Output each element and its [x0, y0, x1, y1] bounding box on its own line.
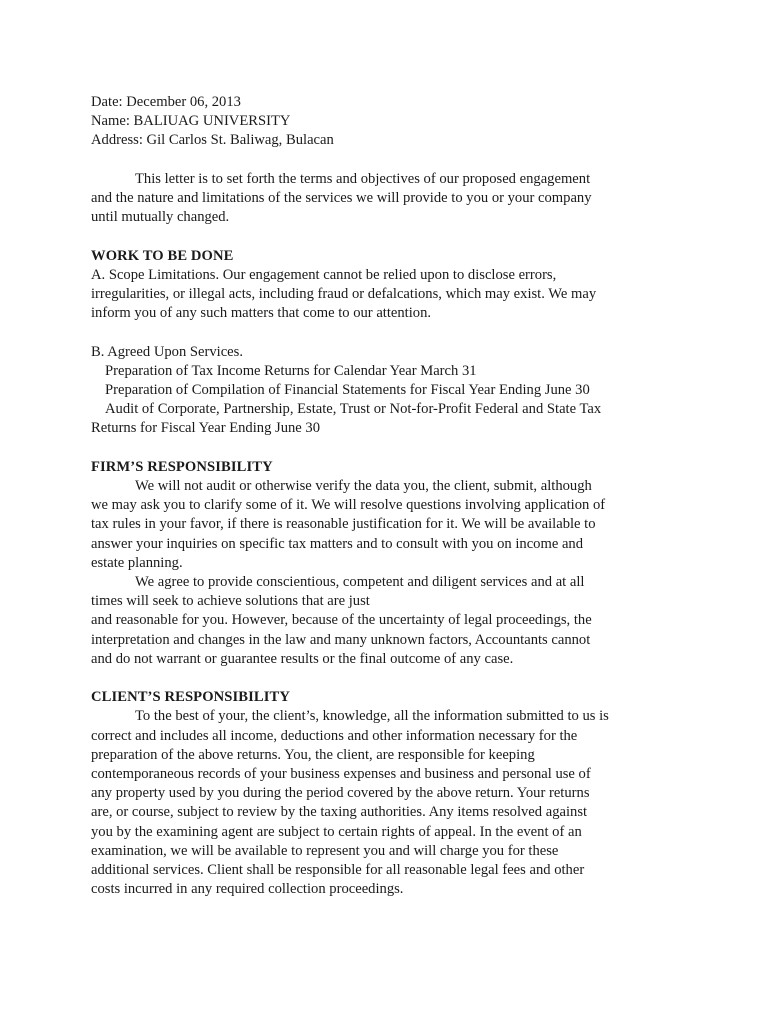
agreed-service-item — [91, 362, 678, 381]
scope-line: inform you of any such matters that come to our attention. — [91, 305, 432, 322]
client-line: preparation of the above returns. You, the client, are responsible for keeping — [91, 746, 535, 763]
agreed-service-text: Preparation of Compilation of Financial Statements for Fiscal Year Ending June 30 — [105, 382, 590, 398]
firm-line: answer your inquiries on specific tax matters and to consult with you on income and — [91, 535, 584, 552]
client-line: are, or course, subject to review by the taxing authorities. Any items resolved against — [91, 804, 588, 821]
client-line: correct and includes all income, deductions and other information necessary for the — [91, 727, 578, 744]
agreed-service-continuation: Returns for Fiscal Year Ending June 30 — [91, 420, 321, 437]
firm-line: and do not warrant or guarantee results or the final outcome of any case. — [91, 650, 514, 667]
agreed-service-item — [91, 381, 678, 400]
firm-line: We agree to provide conscientious, competent and diligent services and at all — [135, 574, 585, 591]
intro-line: until mutually changed. — [91, 209, 230, 226]
firm-line: and reasonable for you. However, because of the uncertainty of legal proceedings, the — [91, 612, 592, 629]
intro-line: This letter is to set forth the terms and objectives of our proposed engagement — [135, 170, 591, 187]
client-heading: CLIENT’S RESPONSIBILITY — [91, 689, 290, 706]
address-line: Address: Gil Carlos St. Baliwag, Bulacan — [91, 132, 334, 149]
firm-section — [91, 458, 678, 669]
letter-header — [91, 93, 678, 151]
client-line: contemporaneous records of your business expenses and business and personal use of — [91, 766, 591, 783]
firm-line: estate planning. — [91, 554, 183, 571]
client-line: costs incurred in any required collection proceedings. — [91, 881, 404, 898]
firm-line: We will not audit or otherwise verify the data you, the client, submit, although — [135, 478, 592, 494]
scope-line: irregularities, or illegal acts, including fraud or defalcations, which may exist. We may — [91, 286, 597, 302]
agreed-services-title: B. Agreed Upon Services. — [91, 343, 243, 360]
name-line: Name: BALIUAG UNIVERSITY — [91, 113, 291, 130]
client-section — [91, 688, 678, 899]
date-line: Date: December 06, 2013 — [91, 94, 241, 110]
client-line: examination, we will be available to represent you and will charge you for these — [91, 842, 559, 859]
client-line: any property used by you during the period covered by the above return. Your returns — [91, 785, 590, 802]
agreed-service-item — [91, 400, 678, 419]
firm-line: tax rules in your favor, if there is reasonable justification for it. We will be available to — [91, 516, 596, 533]
scope-line: A. Scope Limitations. Our engagement cannot be relied upon to disclose errors, — [91, 266, 557, 283]
agreed-service-text: Audit of Corporate, Partnership, Estate, Trust or Not-for-Profit Federal and State Tax — [105, 401, 602, 418]
client-line: To the best of your, the client’s, knowledge, all the information submitted to us is — [135, 708, 609, 725]
firm-heading: FIRM’S RESPONSIBILITY — [91, 458, 273, 475]
work-heading: WORK TO BE DONE — [91, 247, 234, 264]
firm-line: we may ask you to clarify some of it. We will resolve questions involving application of — [91, 497, 606, 514]
client-line: you by the examining agent are subject to certain rights of appeal. In the event of an — [91, 823, 582, 840]
intro-line: and the nature and limitations of the services we will provide to you or your company — [91, 190, 592, 206]
firm-line: interpretation and changes in the law and many unknown factors, Accountants cannot — [91, 631, 591, 648]
firm-line: times will seek to achieve solutions that are just — [91, 593, 370, 610]
client-line: additional services. Client shall be responsible for all reasonable legal fees and other — [91, 862, 585, 879]
work-section — [91, 247, 678, 439]
agreed-service-text: Preparation of Tax Income Returns for Calendar Year March 31 — [105, 362, 477, 379]
intro-paragraph — [91, 170, 678, 228]
